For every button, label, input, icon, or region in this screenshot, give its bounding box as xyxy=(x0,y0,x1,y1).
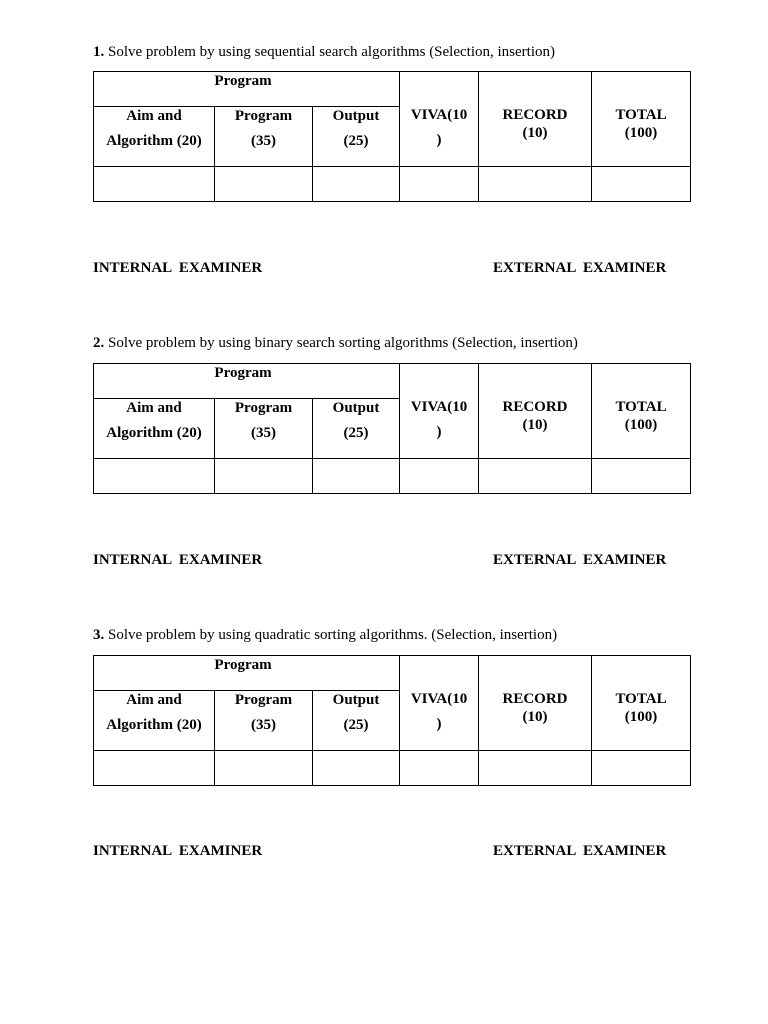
program-group-header: Program xyxy=(94,656,400,691)
external-examiner-label: EXTERNAL EXAMINER xyxy=(493,843,667,859)
program-score-cell[interactable] xyxy=(215,459,313,494)
program-header: Program (35) xyxy=(215,107,313,167)
question-number: 3. xyxy=(93,627,105,643)
aim-header: Aim and Algorithm (20) xyxy=(94,107,215,167)
output-score-cell[interactable] xyxy=(313,459,400,494)
question-number: 2. xyxy=(93,335,105,351)
question-3 xyxy=(93,626,557,644)
output-score-cell[interactable] xyxy=(313,751,400,786)
output-score-cell[interactable] xyxy=(313,167,400,202)
viva-score-cell[interactable] xyxy=(400,459,479,494)
output-header: Output (25) xyxy=(313,399,400,459)
question-text: Solve problem by using binary search sorting algorithms (Selection, insertion) xyxy=(104,335,578,351)
record-header: RECORD (10) xyxy=(479,364,592,459)
record-score-cell[interactable] xyxy=(479,751,592,786)
program-header: Program (35) xyxy=(215,399,313,459)
program-group-header: Program xyxy=(94,364,400,399)
viva-score-cell[interactable] xyxy=(400,167,479,202)
question-text: Solve problem by using quadratic sorting algorithms. (Selection, insertion) xyxy=(104,627,558,643)
aim-header: Aim and Algorithm (20) xyxy=(94,691,215,751)
program-score-cell[interactable] xyxy=(215,751,313,786)
viva-header: VIVA(10 ) xyxy=(400,72,479,167)
internal-examiner-label: INTERNAL EXAMINER xyxy=(93,843,263,859)
viva-header: VIVA(10 ) xyxy=(400,364,479,459)
total-score-cell[interactable] xyxy=(592,459,691,494)
record-score-cell[interactable] xyxy=(479,459,592,494)
record-header: RECORD (10) xyxy=(479,72,592,167)
internal-examiner-label: INTERNAL EXAMINER xyxy=(93,260,263,276)
total-header: TOTAL (100) xyxy=(592,364,691,459)
output-header: Output (25) xyxy=(313,107,400,167)
program-score-cell[interactable] xyxy=(215,167,313,202)
record-header: RECORD (10) xyxy=(479,656,592,751)
total-score-cell[interactable] xyxy=(592,751,691,786)
total-header: TOTAL (100) xyxy=(592,72,691,167)
viva-header: VIVA(10 ) xyxy=(400,656,479,751)
program-group-header: Program xyxy=(94,72,400,107)
total-score-cell[interactable] xyxy=(592,167,691,202)
marks-table-1 xyxy=(93,71,691,202)
question-text: Solve problem by using sequential search algorithms (Selection, insertion) xyxy=(104,44,555,60)
output-header: Output (25) xyxy=(313,691,400,751)
aim-score-cell[interactable] xyxy=(94,459,215,494)
internal-examiner-label: INTERNAL EXAMINER xyxy=(93,552,263,568)
external-examiner-label: EXTERNAL EXAMINER xyxy=(493,260,667,276)
question-2 xyxy=(93,334,578,352)
record-score-cell[interactable] xyxy=(479,167,592,202)
external-examiner-label: EXTERNAL EXAMINER xyxy=(493,552,667,568)
aim-score-cell[interactable] xyxy=(94,751,215,786)
marks-table-2 xyxy=(93,363,691,494)
viva-score-cell[interactable] xyxy=(400,751,479,786)
question-1 xyxy=(93,43,555,61)
aim-header: Aim and Algorithm (20) xyxy=(94,399,215,459)
program-header: Program (35) xyxy=(215,691,313,751)
marks-table-3 xyxy=(93,655,691,786)
aim-score-cell[interactable] xyxy=(94,167,215,202)
question-number: 1. xyxy=(93,44,105,60)
total-header: TOTAL (100) xyxy=(592,656,691,751)
